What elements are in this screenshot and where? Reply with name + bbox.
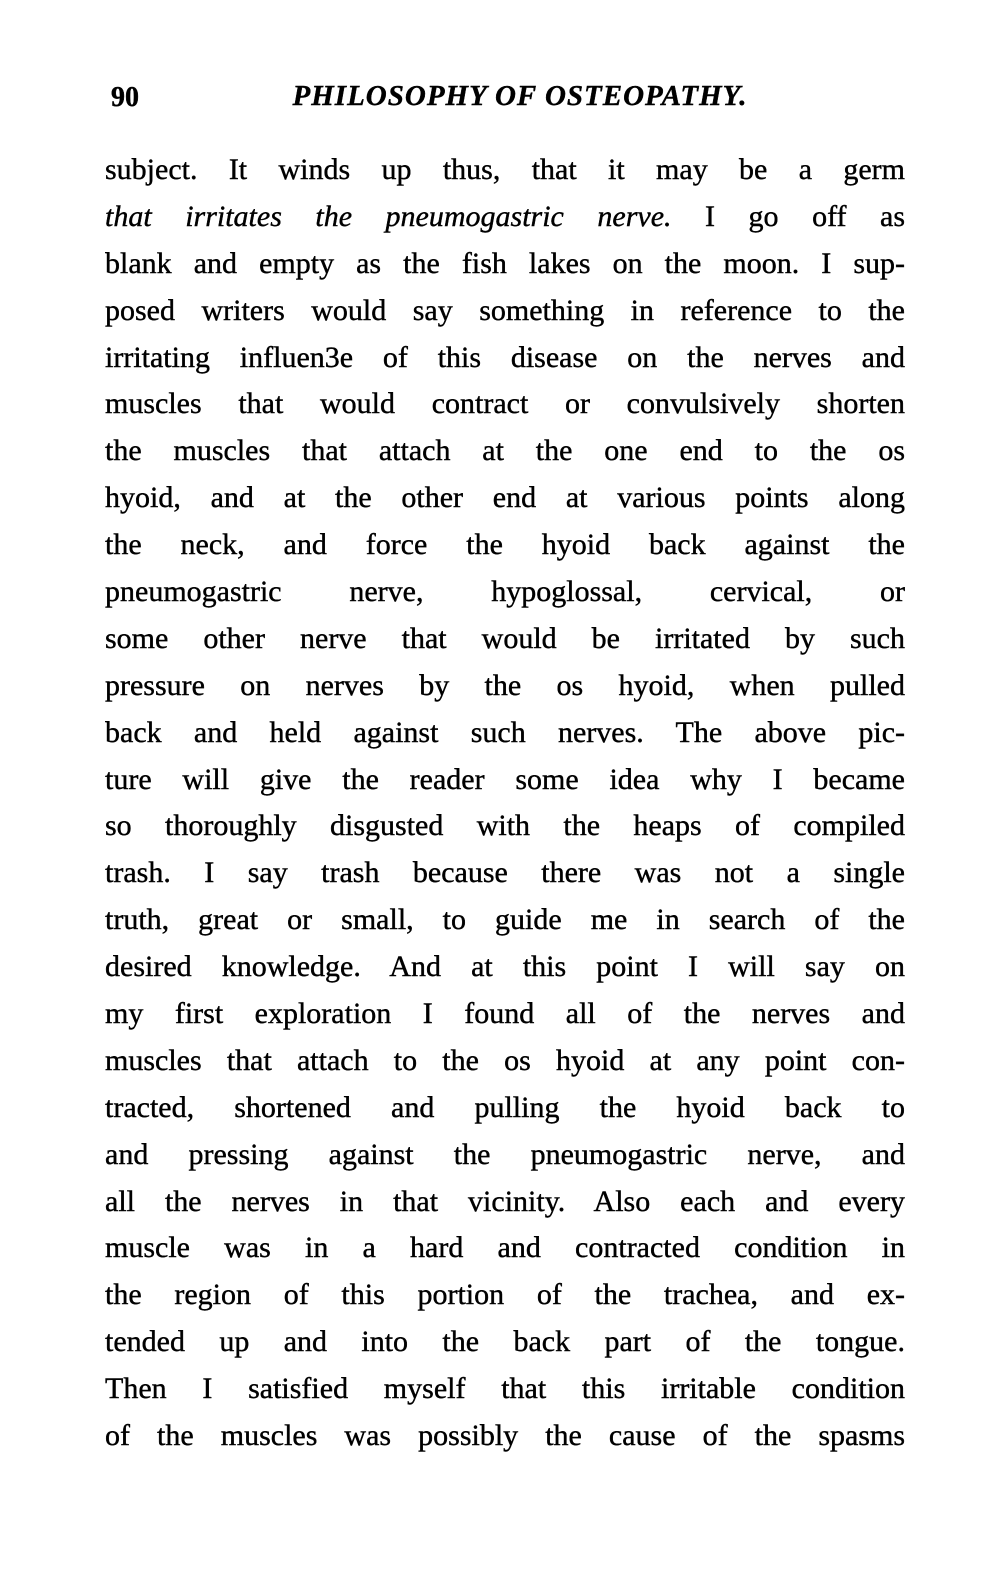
body-line: truth, great or small, to guide me in search of the [105, 903, 905, 937]
body-line: blank and empty as the fish lakes on the moon. I sup- [105, 246, 905, 280]
body-line: back and held against such nerves. The above pic- [105, 715, 905, 749]
body-line: all the nerves in that vicinity. Also each and every [105, 1184, 905, 1218]
page-header [105, 80, 905, 114]
body-line: irritating influen3e of this disease on the nerves and [105, 340, 905, 374]
body-line: hyoid, and at the other end at various points along [105, 481, 905, 515]
body-line: Then I satisfied myself that this irritable condition [105, 1372, 905, 1406]
body-line [105, 194, 905, 241]
body-line: pressure on nerves by the os hyoid, when pulled [105, 668, 905, 702]
body-line: desired knowledge. And at this point I will say on [105, 950, 905, 984]
body-line: the neck, and force the hyoid back against the [105, 528, 905, 562]
body-line: pneumogastric nerve, hypoglossal, cervical, or [105, 575, 905, 609]
body-text [105, 147, 905, 1460]
line-continuation: I go off as [705, 199, 905, 233]
body-line: muscles that would contract or convulsively shorten [105, 387, 905, 421]
body-line: the region of this portion of the trachea, and ex- [105, 1278, 905, 1312]
body-line: so thoroughly disgusted with the heaps of compiled [105, 809, 905, 843]
body-line: some other nerve that would be irritated by such [105, 621, 905, 655]
body-line: of the muscles was possibly the cause of the spasms [105, 1419, 905, 1453]
body-line: posed writers would say something in reference to the [105, 293, 905, 327]
italic-phrase: that irritates the pneumogastric nerve. [105, 199, 672, 233]
running-title: PHILOSOPHY OF OSTEOPATHY. [292, 80, 748, 112]
body-line: ture will give the reader some idea why I became [105, 762, 905, 796]
body-line: the muscles that attach at the one end to the os [105, 434, 905, 468]
body-line: trash. I say trash because there was not a single [105, 856, 905, 890]
body-line: subject. It winds up thus, that it may be a germ [105, 153, 905, 186]
body-line: my first exploration I found all of the nerves and [105, 997, 905, 1031]
body-line: muscles that attach to the os hyoid at any point con- [105, 1043, 905, 1077]
body-line: and pressing against the pneumogastric nerve, and [105, 1137, 905, 1171]
body-line: muscle was in a hard and contracted condition in [105, 1231, 905, 1265]
page-number: 90 [111, 82, 139, 113]
body-line: tracted, shortened and pulling the hyoid back to [105, 1090, 905, 1124]
body-line: tended up and into the back part of the tongue. [105, 1325, 905, 1359]
